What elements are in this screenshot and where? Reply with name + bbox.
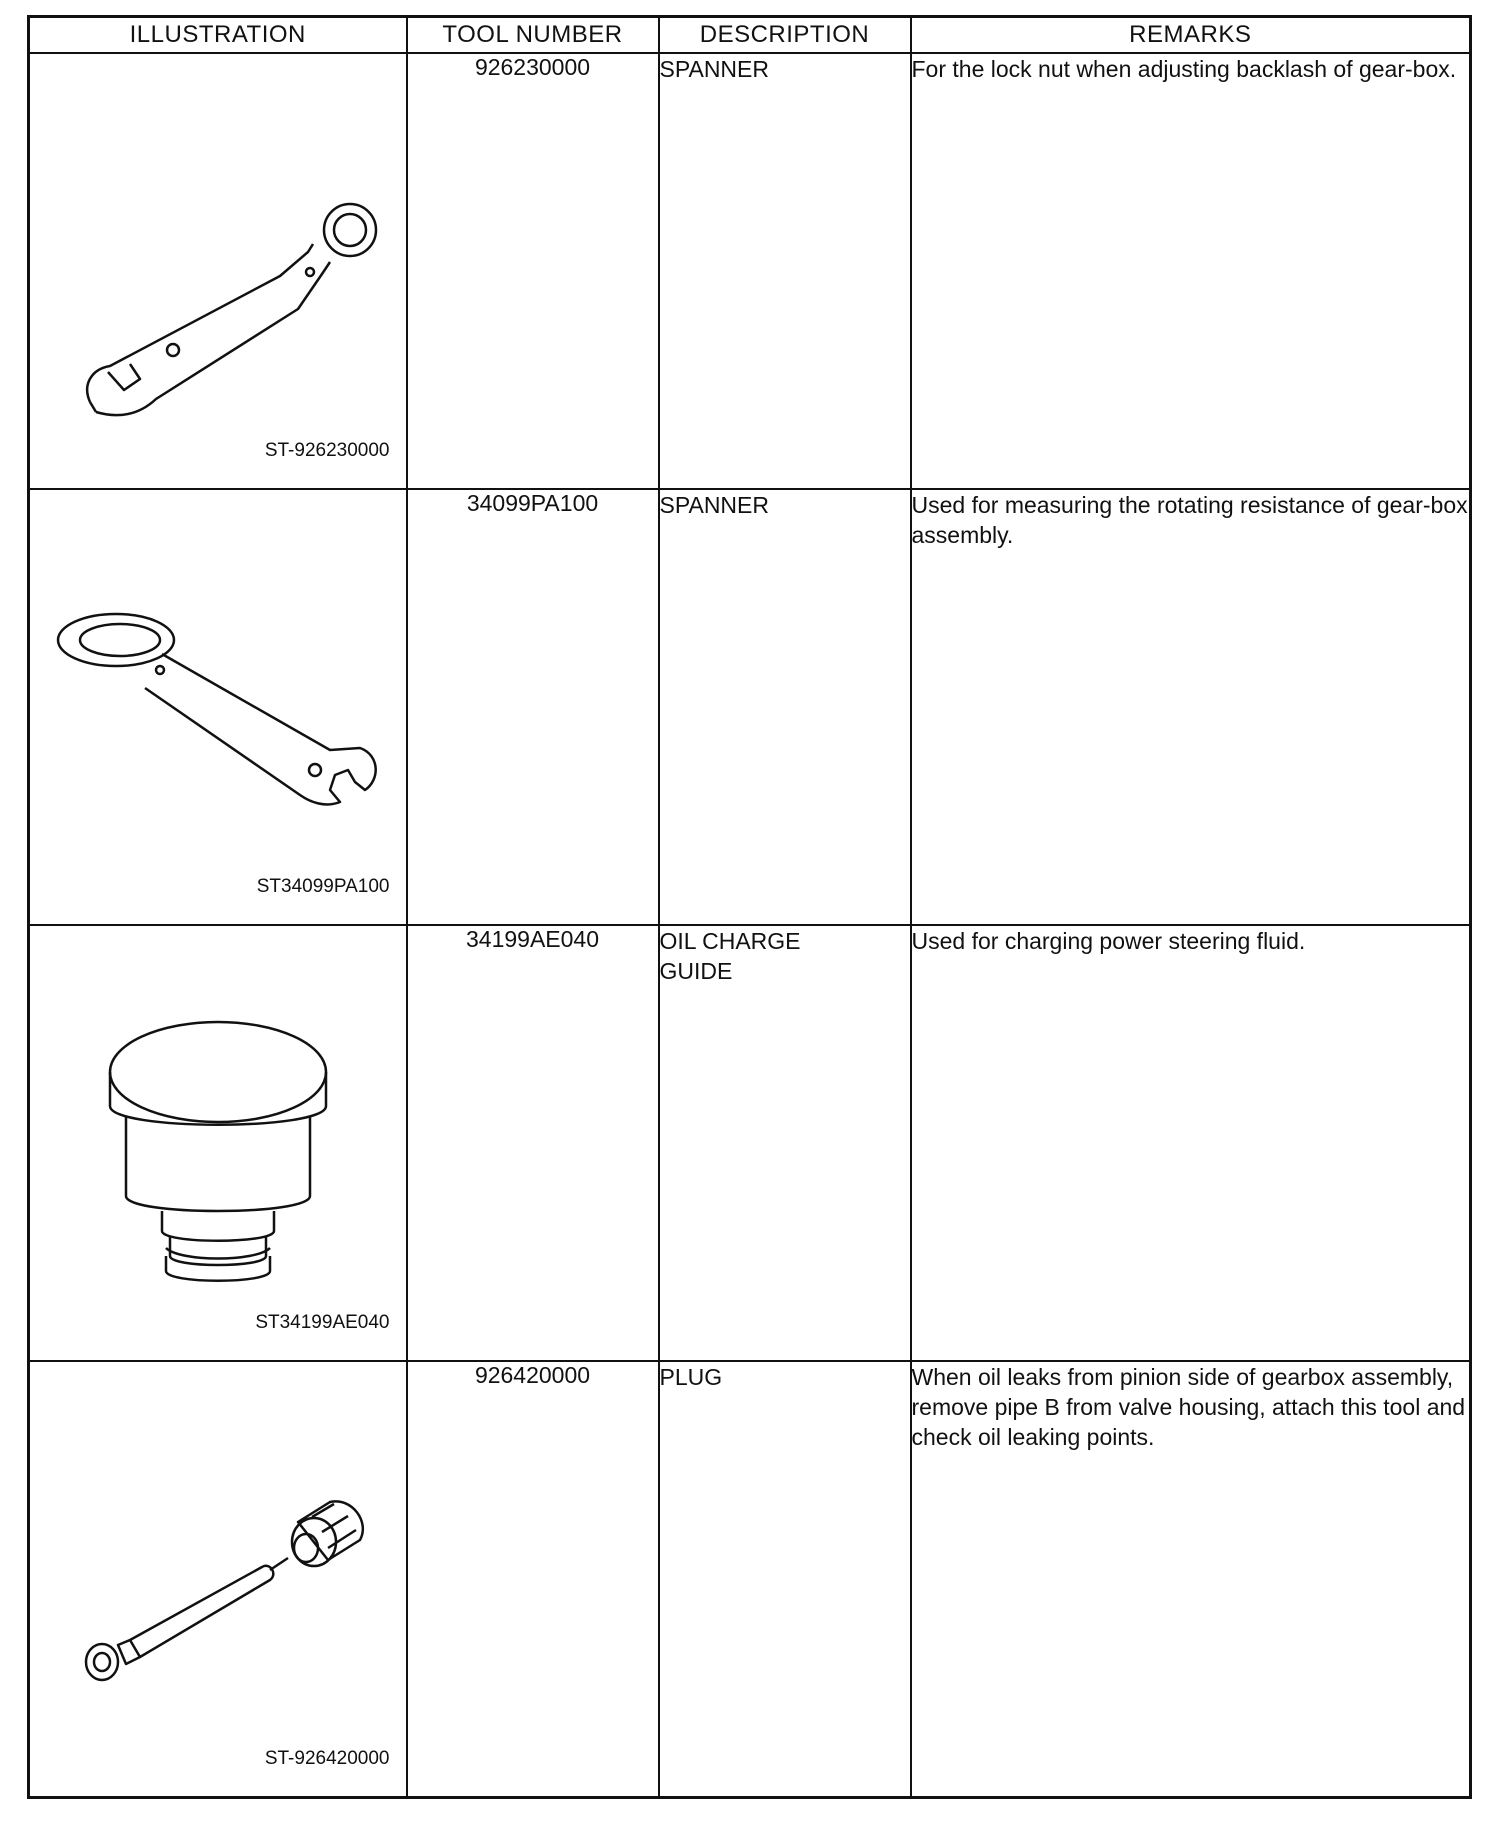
- table-row: [29, 925, 1471, 1361]
- tool-number: 34099PA100: [407, 489, 659, 925]
- illustration-cell: [29, 925, 407, 1361]
- illustration-cell: [29, 489, 407, 925]
- combination-spanner-icon: [30, 490, 406, 924]
- table-row: [29, 489, 1471, 925]
- oil-charge-guide-icon: [30, 926, 406, 1360]
- header-description: DESCRIPTION: [659, 17, 911, 54]
- tool-remarks: Used for measuring the rotating resistance of gear-box assembly.: [911, 489, 1471, 925]
- tool-description: [659, 1361, 911, 1798]
- header-illustration: ILLUSTRATION: [29, 17, 407, 54]
- description-line: SPANNER: [659, 492, 769, 518]
- tool-remarks: Used for charging power steering fluid.: [911, 925, 1471, 1361]
- tool-number: 34199AE040: [407, 925, 659, 1361]
- header-remarks: REMARKS: [911, 17, 1471, 54]
- illustration-code: ST34099PA100: [256, 876, 390, 897]
- tool-description: [659, 489, 911, 925]
- tool-description: [659, 53, 911, 489]
- description-line: PLUG: [659, 1364, 723, 1390]
- tool-remarks: When oil leaks from pinion side of gearbox assembly, remove pipe B from valve housing, attach this tool and check oil leaking points.: [911, 1361, 1471, 1798]
- illustration-code: ST-926420000: [264, 1748, 390, 1769]
- tool-number: 926230000: [407, 53, 659, 489]
- tool-description: [659, 925, 911, 1361]
- header-tool-number: TOOL NUMBER: [407, 17, 659, 54]
- table-row: [29, 53, 1471, 489]
- illustration-code: ST34199AE040: [255, 1312, 390, 1333]
- offset-spanner-icon: [30, 54, 406, 488]
- description-line: GUIDE: [659, 958, 733, 984]
- description-line: SPANNER: [659, 56, 769, 82]
- illustration-cell: [29, 1361, 407, 1798]
- description-line: OIL CHARGE: [659, 928, 801, 954]
- special-tools-table: [27, 15, 1472, 1799]
- table-header-row: [29, 17, 1471, 54]
- illustration-code: ST-926230000: [264, 440, 390, 461]
- table-row: [29, 1361, 1471, 1798]
- illustration-cell: [29, 53, 407, 489]
- plug-icon: [30, 1362, 406, 1796]
- tool-remarks: For the lock nut when adjusting backlash of gear-box.: [911, 53, 1471, 489]
- tool-number: 926420000: [407, 1361, 659, 1798]
